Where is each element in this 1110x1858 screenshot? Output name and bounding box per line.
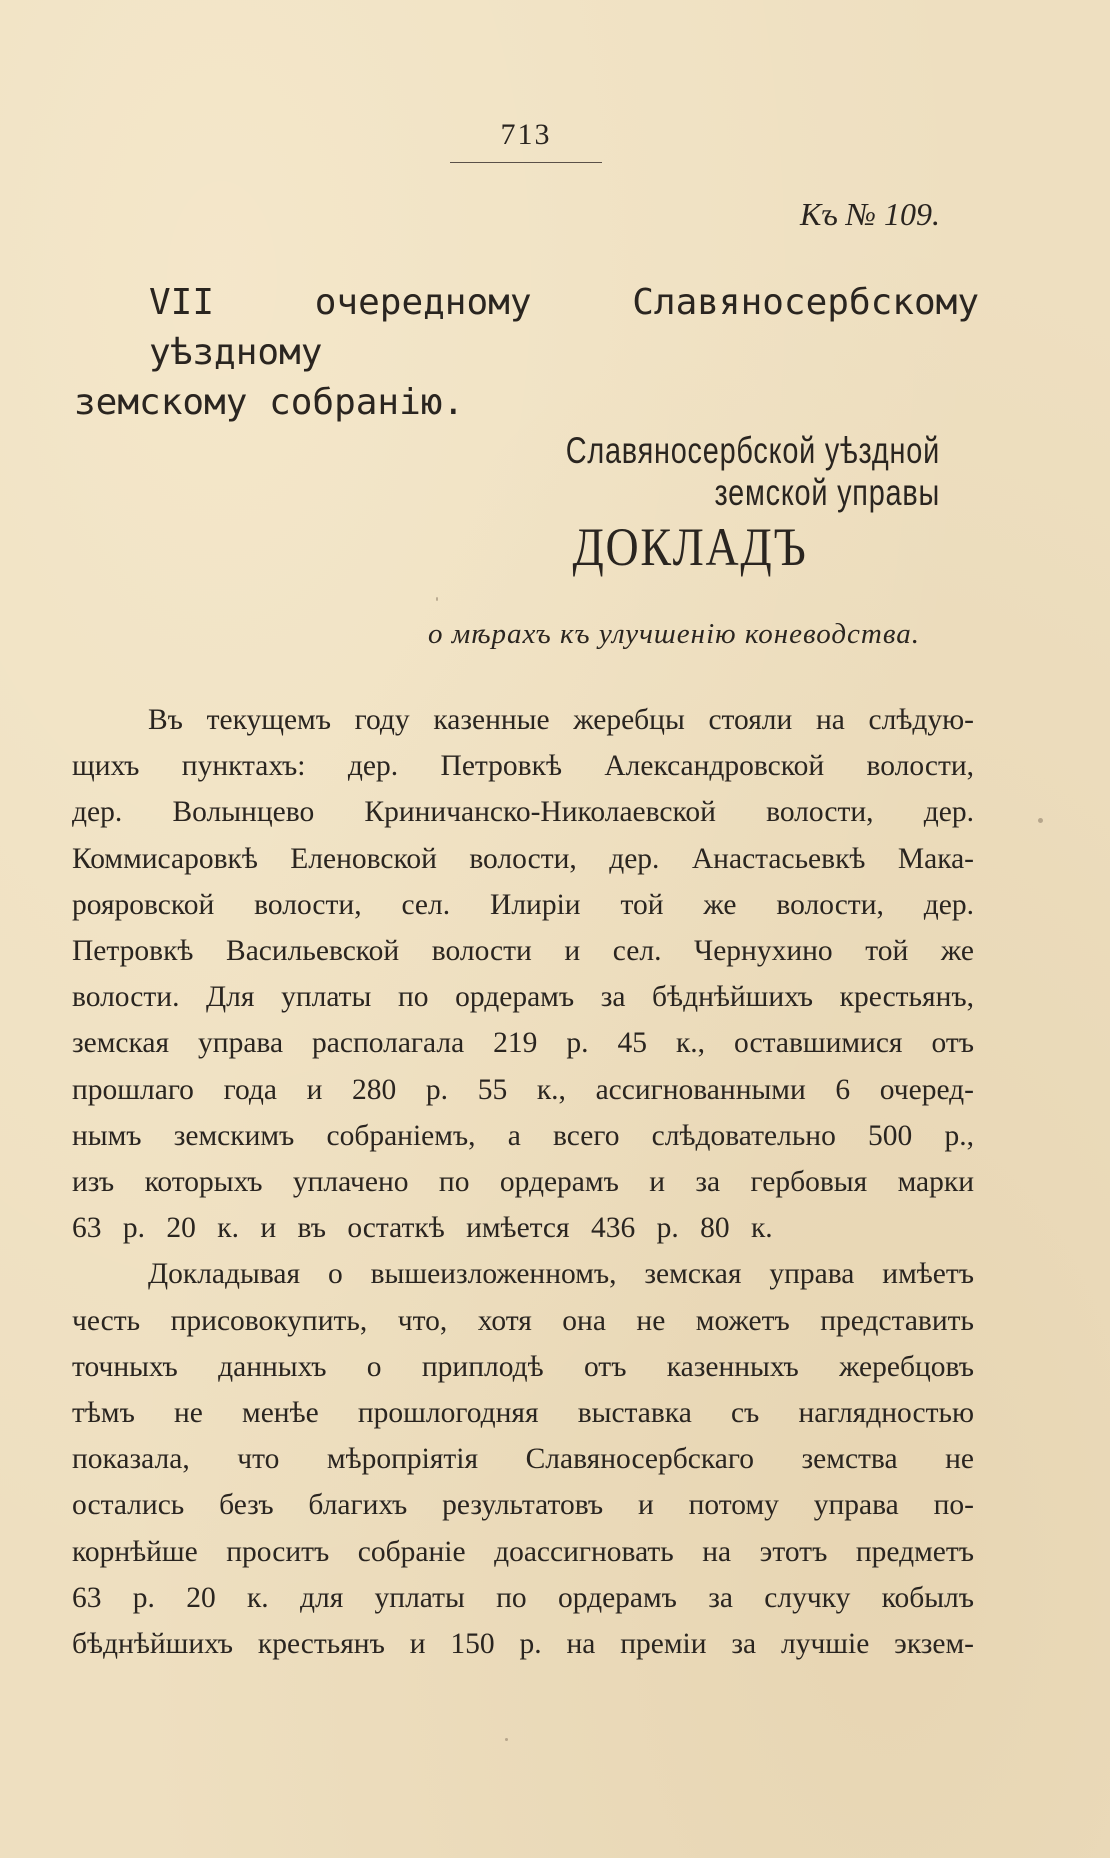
paper-speck bbox=[436, 597, 438, 601]
page-number: 713 bbox=[500, 118, 552, 151]
body-line: прошлаго года и 280 р. 55 к., ассигнованными 6 очеред- bbox=[72, 1073, 974, 1106]
document-subject: о мѣрахъ къ улучшенію коневодства. bbox=[427, 618, 920, 650]
reference-number: Къ № 109. bbox=[799, 196, 940, 232]
body-line: тѣмъ не менѣе прошлогодняя выставка съ наглядностью bbox=[72, 1397, 974, 1430]
body-line: Коммисаровкѣ Еленовской волости, дер. Анастасьевкѣ Мака- bbox=[72, 842, 974, 875]
body-line: корнѣйше проситъ собраніе доассигновать на этотъ предметъ bbox=[72, 1535, 974, 1568]
addressee-line-1: VII очередному Славяносербскому уѣздному bbox=[149, 282, 979, 373]
body-line: бѣднѣйшихъ крестьянъ и 150 р. на преміи за лучшіе экзем- bbox=[72, 1628, 974, 1661]
issuer-heading: Славяносербской уѣздной земской управы bbox=[565, 430, 940, 513]
body-line: рояровской волости, сел. Илиріи той же волости, дер. bbox=[72, 888, 974, 921]
body-line: 63 р. 20 к. и въ остаткѣ имѣется 436 р. 80 к. bbox=[72, 1212, 773, 1245]
body-line: Докладывая о вышеизложенномъ, земская управа имѣетъ bbox=[148, 1258, 974, 1291]
body-line: дер. Волынцево Криничанско-Николаевской волости, дер. bbox=[72, 796, 974, 829]
body-line: честь присовокупить, что, хотя она не можетъ представить bbox=[72, 1304, 974, 1337]
body-line: показала, что мѣропріятія Славяносербскаго земства не bbox=[72, 1443, 974, 1476]
body-line: Петровкѣ Васильевской волости и сел. Чернухино той же bbox=[72, 935, 974, 968]
body-line: изъ которыхъ уплачено по ордерамъ и за гербовыя марки bbox=[72, 1166, 974, 1199]
addressee-line-2: земскому собранію. bbox=[74, 382, 465, 423]
document-title: ДОКЛАДЪ bbox=[572, 517, 808, 577]
body-line: точныхъ данныхъ о приплодѣ отъ казенныхъ жеребцовъ bbox=[72, 1350, 974, 1383]
paper-speck bbox=[1038, 818, 1043, 823]
body-line: щихъ пунктахъ: дер. Петровкѣ Александровской волости, bbox=[72, 750, 974, 783]
body-line: волости. Для уплаты по ордерамъ за бѣднѣйшихъ крестьянъ, bbox=[72, 981, 974, 1014]
page-number-rule bbox=[450, 162, 602, 163]
body-text bbox=[72, 697, 974, 1667]
body-line: нымъ земскимъ собраніемъ, а всего слѣдовательно 500 р., bbox=[72, 1119, 974, 1152]
paper-speck bbox=[505, 1738, 508, 1741]
body-line: земская управа располагала 219 р. 45 к., оставшимися отъ bbox=[72, 1027, 974, 1060]
body-line: остались безъ благихъ результатовъ и потому управа по- bbox=[72, 1489, 974, 1522]
body-line: 63 р. 20 к. для уплаты по ордерамъ за случку кобылъ bbox=[72, 1581, 974, 1614]
body-line: Въ текущемъ году казенные жеребцы стояли на слѣдую- bbox=[148, 704, 974, 736]
addressee bbox=[74, 278, 979, 428]
